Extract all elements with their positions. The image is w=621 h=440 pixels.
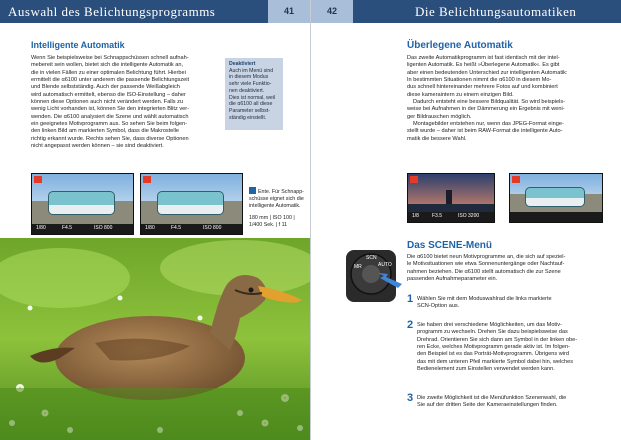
body-line: ermittelt die α6100 unter anderem die passende Belichtungszeit [31, 77, 190, 84]
body-line: können diese Optionen auch nicht verändert werden. Falls zu [31, 99, 184, 106]
caption-line: intelligente Automatik. [249, 202, 301, 209]
duck-photo [0, 238, 310, 440]
shutter-value: 1/80 [36, 225, 46, 231]
body-line: richtig erkannt wurde. Rechts sehen Sie, dass diverse Optionen [31, 135, 189, 142]
dial-label: MR [354, 264, 362, 270]
step-number: 2 [407, 319, 414, 331]
section-title-ueberlegene-automatik: Überlegene Automatik [407, 40, 513, 51]
step-line: Wählen Sie mit dem Moduswahlrad die links markierte [417, 296, 552, 302]
exposure-bar [141, 224, 242, 234]
body-line: Wenn Sie beispielsweise bei Schnappschüssen schnell aufnah- [31, 55, 189, 61]
shutter-value: 1/8 [412, 213, 419, 219]
body-line: ein geeignetes Motivprogramm aus. So sehen Sie beim folgen- [31, 121, 188, 128]
step-line: Bedienelement zum Einstellen verwendet werden kann. [417, 366, 555, 373]
caption-line: 180 mm | ISO 100 | [249, 215, 295, 222]
step-line: Sie haben drei verschiedene Möglichkeiten, um das Motiv- [417, 322, 562, 328]
body-line: Montagebilder entstehen nur, wenn das JPEG-Format einge- [413, 121, 564, 128]
body-line: nicht angepasst werden können – sie sind deaktiviert. [31, 143, 164, 150]
body-line: ger Bildrauschen möglich. [407, 113, 472, 120]
aperture-value: F3.5 [432, 213, 443, 219]
aperture-value: F4.5 [171, 225, 182, 231]
body-line: matik die bessere Wahl. [407, 135, 467, 142]
step-number: 1 [407, 293, 414, 305]
step-line: Drehrad. Orientieren Sie sich dann am Symbol in der linken obe- [417, 336, 578, 343]
sidebox-line: sehr viele Funktio- [229, 81, 272, 88]
sidebox-line: die α6100 all diese [229, 101, 273, 108]
step-line: programm zu wechseln. Drehen Sie dazu beispielsweise das [417, 329, 568, 336]
sidebox-title: Deaktiviert [229, 61, 256, 67]
body-line: wird automatisch ermittelt, ebenso die ISO-Einstellung – daher [31, 91, 186, 98]
body-line: Die α6100 bietet neun Motivprogramme an, die sich auf speziel- [407, 254, 566, 260]
iso-value: ISO 3200 [458, 213, 480, 219]
section-title-scene-menu: Das SCENE-Menü [407, 240, 493, 251]
body-line: nahmen beziehen. Die α6100 stellt automatisch die zur Szene [407, 268, 561, 275]
camera-screen-bus [509, 173, 603, 223]
exposure-bar [408, 212, 494, 222]
step-2-text [417, 322, 601, 373]
body-line: le Motivsituationen wie etwa Sonnenuntergänge oder Nachtauf- [407, 261, 565, 268]
step-1-text [417, 296, 601, 311]
camera-screen-disabled [140, 173, 243, 235]
sidebox-line: nen deaktiviert. [229, 87, 265, 94]
scene-icon [410, 176, 418, 183]
step-line: ren Ecke, welches Motivprogramm gerade aktiv ist. Im folgen- [417, 344, 570, 351]
right-header-title: Die Belichtungsautomatiken [353, 0, 621, 23]
iso-value: ISO 800 [203, 225, 222, 231]
camera-screen-macro [31, 173, 134, 235]
step-line: den Beispiel ist es das Porträt-Motivprogramm. Übrigens wird [417, 351, 570, 358]
body-line: mebereit sein wollen, bietet sich die intelligente Automatik an, [31, 62, 184, 69]
body-line: In bestimmten Situationen nimmt die α6100 in diesem Mo- [407, 77, 552, 84]
caption-line: 1/400 Sek. | f 11 [249, 222, 288, 229]
sidebox-line: Auch im Menü sind [229, 67, 274, 74]
step-line: SCN-Option aus. [417, 303, 460, 310]
section2-body-text [407, 254, 601, 283]
left-body-text [31, 55, 219, 150]
body-line: wenden. Die α6100 analysiert die Szene und wählt automatisch [31, 113, 189, 120]
sidebox-line: ständig einstellt. [229, 114, 267, 121]
step-line: das mit dem unteren Pfeil markierte Symbol dabei hin, welches [417, 358, 574, 365]
exposure-bar [32, 224, 133, 234]
section1-body-text [407, 55, 601, 143]
section-title-intelligente-automatik: Intelligente Automatik [31, 40, 125, 50]
step-number: 3 [407, 392, 414, 404]
caption-line: Ente. Für Schnapp- [258, 189, 304, 195]
body-line: Dadurch entsteht eine bessere Bildqualität. So wird beispiels- [413, 99, 566, 106]
iso-value: ISO 800 [94, 225, 113, 231]
sidebox-line: in diesem Modus [229, 74, 269, 81]
body-line: Das zweite Automatikprogramm ist fast identisch mit der intel- [407, 55, 560, 61]
duck-illustration [0, 238, 310, 440]
left-page [0, 0, 310, 440]
body-line: ligenten Automatik. Es heißt »Überlegene Automatik«. Es gibt [407, 62, 560, 69]
dial-label: SCN [366, 255, 377, 261]
exposure-bar [510, 212, 602, 222]
body-line: diese kameraintern zu einem einzigen Bild. [407, 91, 514, 98]
body-line: dus schnell hintereinander mehrere Fotos auf und kombiniert [407, 84, 558, 91]
right-page [311, 0, 621, 440]
scene-icon [512, 176, 520, 183]
duck-caption [249, 187, 307, 229]
scene-icon [34, 176, 42, 183]
sidebox-line: Dies ist normal, weil [229, 94, 276, 101]
caption-arrow-icon [249, 187, 256, 194]
camera-screen-dusk [407, 173, 495, 223]
scene-icon [143, 176, 151, 183]
dial-label: AUTO [378, 262, 392, 268]
step-line: Die zweite Möglichkeit ist die Menüfunktion Szenenwahl, die [417, 395, 567, 401]
mode-dial-illustration [344, 244, 402, 306]
left-header-title: Auswahl des Belichtungsprogramms [0, 0, 268, 23]
caption-line: schüsse eignet sich die [249, 195, 304, 202]
body-line: aber einen bedeutenden Unterschied zur intelligenten Automatik: [407, 69, 568, 76]
step-3-text [417, 395, 601, 410]
right-page-number: 42 [311, 0, 353, 23]
left-page-number: 41 [268, 0, 310, 23]
step-line: Sie auf der dritten Seite der Kameraeinstellungen finden. [417, 402, 558, 409]
body-line: und Blende selbstständig. Auch der passende Weißabgleich [31, 84, 180, 91]
body-line: die in vielen Fällen zu einer optimalen Belichtung führt. Hierbei [31, 69, 186, 76]
body-line: den linken Bild am markierten Symbol, dass die Makrostelle [31, 128, 179, 135]
deaktiviert-sidebox [225, 58, 283, 130]
shutter-value: 1/80 [145, 225, 155, 231]
body-line: wenig Licht vorhanden ist, können Sie den integrierten Blitz ver- [31, 106, 189, 113]
body-line: passenden Aufnahmeparameter ein. [407, 276, 498, 283]
sidebox-line: Parameter selbst- [229, 107, 270, 114]
body-line: weise bei Aufnahmen in der Dämmerung ein Ergebnis mit weni- [407, 106, 565, 113]
body-line: stellt wurde – daher ist beim RAW-Format die intelligente Auto- [407, 128, 563, 135]
aperture-value: F4.5 [62, 225, 73, 231]
